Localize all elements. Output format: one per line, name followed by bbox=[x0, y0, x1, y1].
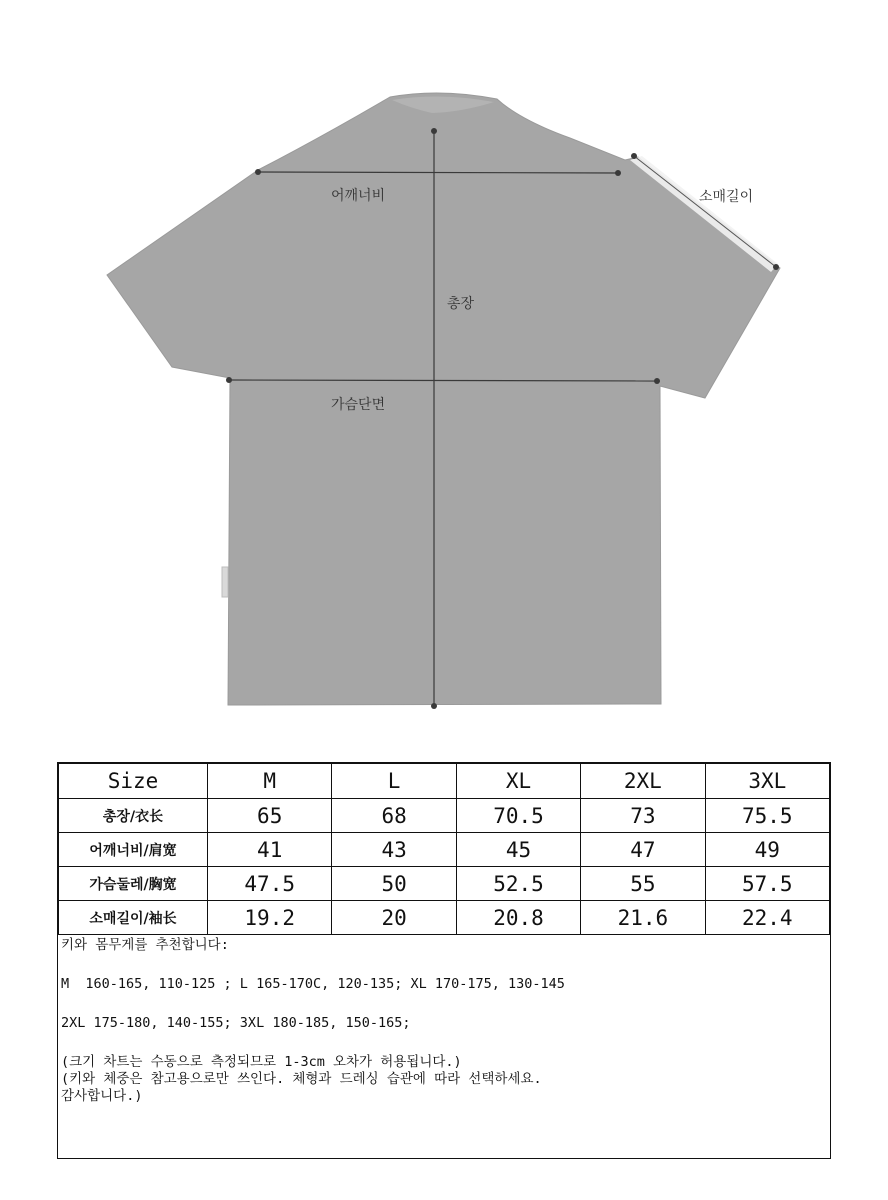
table-cell: 55 bbox=[581, 867, 705, 901]
table-cell: 47.5 bbox=[208, 867, 332, 901]
notes-reference-only: (키와 체중은 참고용으로만 쓰인다. 체형과 드레싱 습관에 따라 선택하세요. bbox=[61, 1071, 542, 1087]
table-cell: 65 bbox=[208, 799, 332, 833]
chest-left-dot bbox=[226, 377, 232, 383]
sleeve-top-dot bbox=[631, 153, 637, 159]
row-label: 소매길이/袖长 bbox=[59, 901, 208, 935]
shoulder-left-dot bbox=[255, 169, 261, 175]
notes-recommend-heading: 키와 몸무게를 추천합니다: bbox=[61, 937, 229, 953]
table-cell: 47 bbox=[581, 833, 705, 867]
table-cell: 20.8 bbox=[456, 901, 580, 935]
row-label: 가슴둘레/胸宽 bbox=[59, 867, 208, 901]
table-cell: 57.5 bbox=[705, 867, 829, 901]
header-cell: 2XL bbox=[581, 764, 705, 799]
table-row bbox=[59, 799, 830, 833]
header-cell: M bbox=[208, 764, 332, 799]
table-cell: 70.5 bbox=[456, 799, 580, 833]
table-cell: 20 bbox=[332, 901, 456, 935]
row-label: 어깨너비/肩宽 bbox=[59, 833, 208, 867]
table-cell: 45 bbox=[456, 833, 580, 867]
sleeve-bottom-dot bbox=[773, 264, 779, 270]
table-cell: 50 bbox=[332, 867, 456, 901]
table-row bbox=[59, 901, 830, 935]
size-chart bbox=[57, 762, 831, 1159]
table-cell: 52.5 bbox=[456, 867, 580, 901]
notes-measurement-tolerance: (크기 차트는 수동으로 측정되므로 1-3cm 오차가 허용됩니다.) bbox=[61, 1054, 462, 1070]
table-cell: 22.4 bbox=[705, 901, 829, 935]
side-label-tag bbox=[222, 567, 228, 597]
header-cell: Size bbox=[59, 764, 208, 799]
notes-size-range-1: M 160-165, 110-125 ; L 165-170C, 120-135; XL 170-175, 130-145 bbox=[61, 976, 565, 992]
table-cell: 68 bbox=[332, 799, 456, 833]
chest-right-dot bbox=[654, 378, 660, 384]
header-cell: XL bbox=[456, 764, 580, 799]
table-header-row bbox=[59, 764, 830, 799]
shoulder-right-dot bbox=[615, 170, 621, 176]
size-notes bbox=[58, 935, 830, 1107]
notes-size-range-2: 2XL 175-180, 140-155; 3XL 180-185, 150-165; bbox=[61, 1015, 411, 1031]
notes-thanks: 감사합니다.) bbox=[61, 1088, 143, 1104]
table-cell: 49 bbox=[705, 833, 829, 867]
table-cell: 19.2 bbox=[208, 901, 332, 935]
table-cell: 43 bbox=[332, 833, 456, 867]
table-cell: 75.5 bbox=[705, 799, 829, 833]
chest-label: 가슴단면 bbox=[331, 397, 386, 413]
shoulder-label: 어깨너비 bbox=[331, 188, 386, 204]
total-length-label: 총장 bbox=[447, 296, 475, 312]
sleeve-label: 소매길이 bbox=[699, 189, 754, 205]
table-cell: 21.6 bbox=[581, 901, 705, 935]
header-cell: L bbox=[332, 764, 456, 799]
table-row bbox=[59, 833, 830, 867]
total-length-top-dot bbox=[431, 128, 437, 134]
header-cell: 3XL bbox=[705, 764, 829, 799]
table-cell: 41 bbox=[208, 833, 332, 867]
table-row bbox=[59, 867, 830, 901]
total-length-bottom-dot bbox=[431, 703, 437, 709]
tshirt-silhouette bbox=[107, 93, 780, 705]
size-table bbox=[58, 763, 830, 935]
table-cell: 73 bbox=[581, 799, 705, 833]
row-label: 총장/衣长 bbox=[59, 799, 208, 833]
